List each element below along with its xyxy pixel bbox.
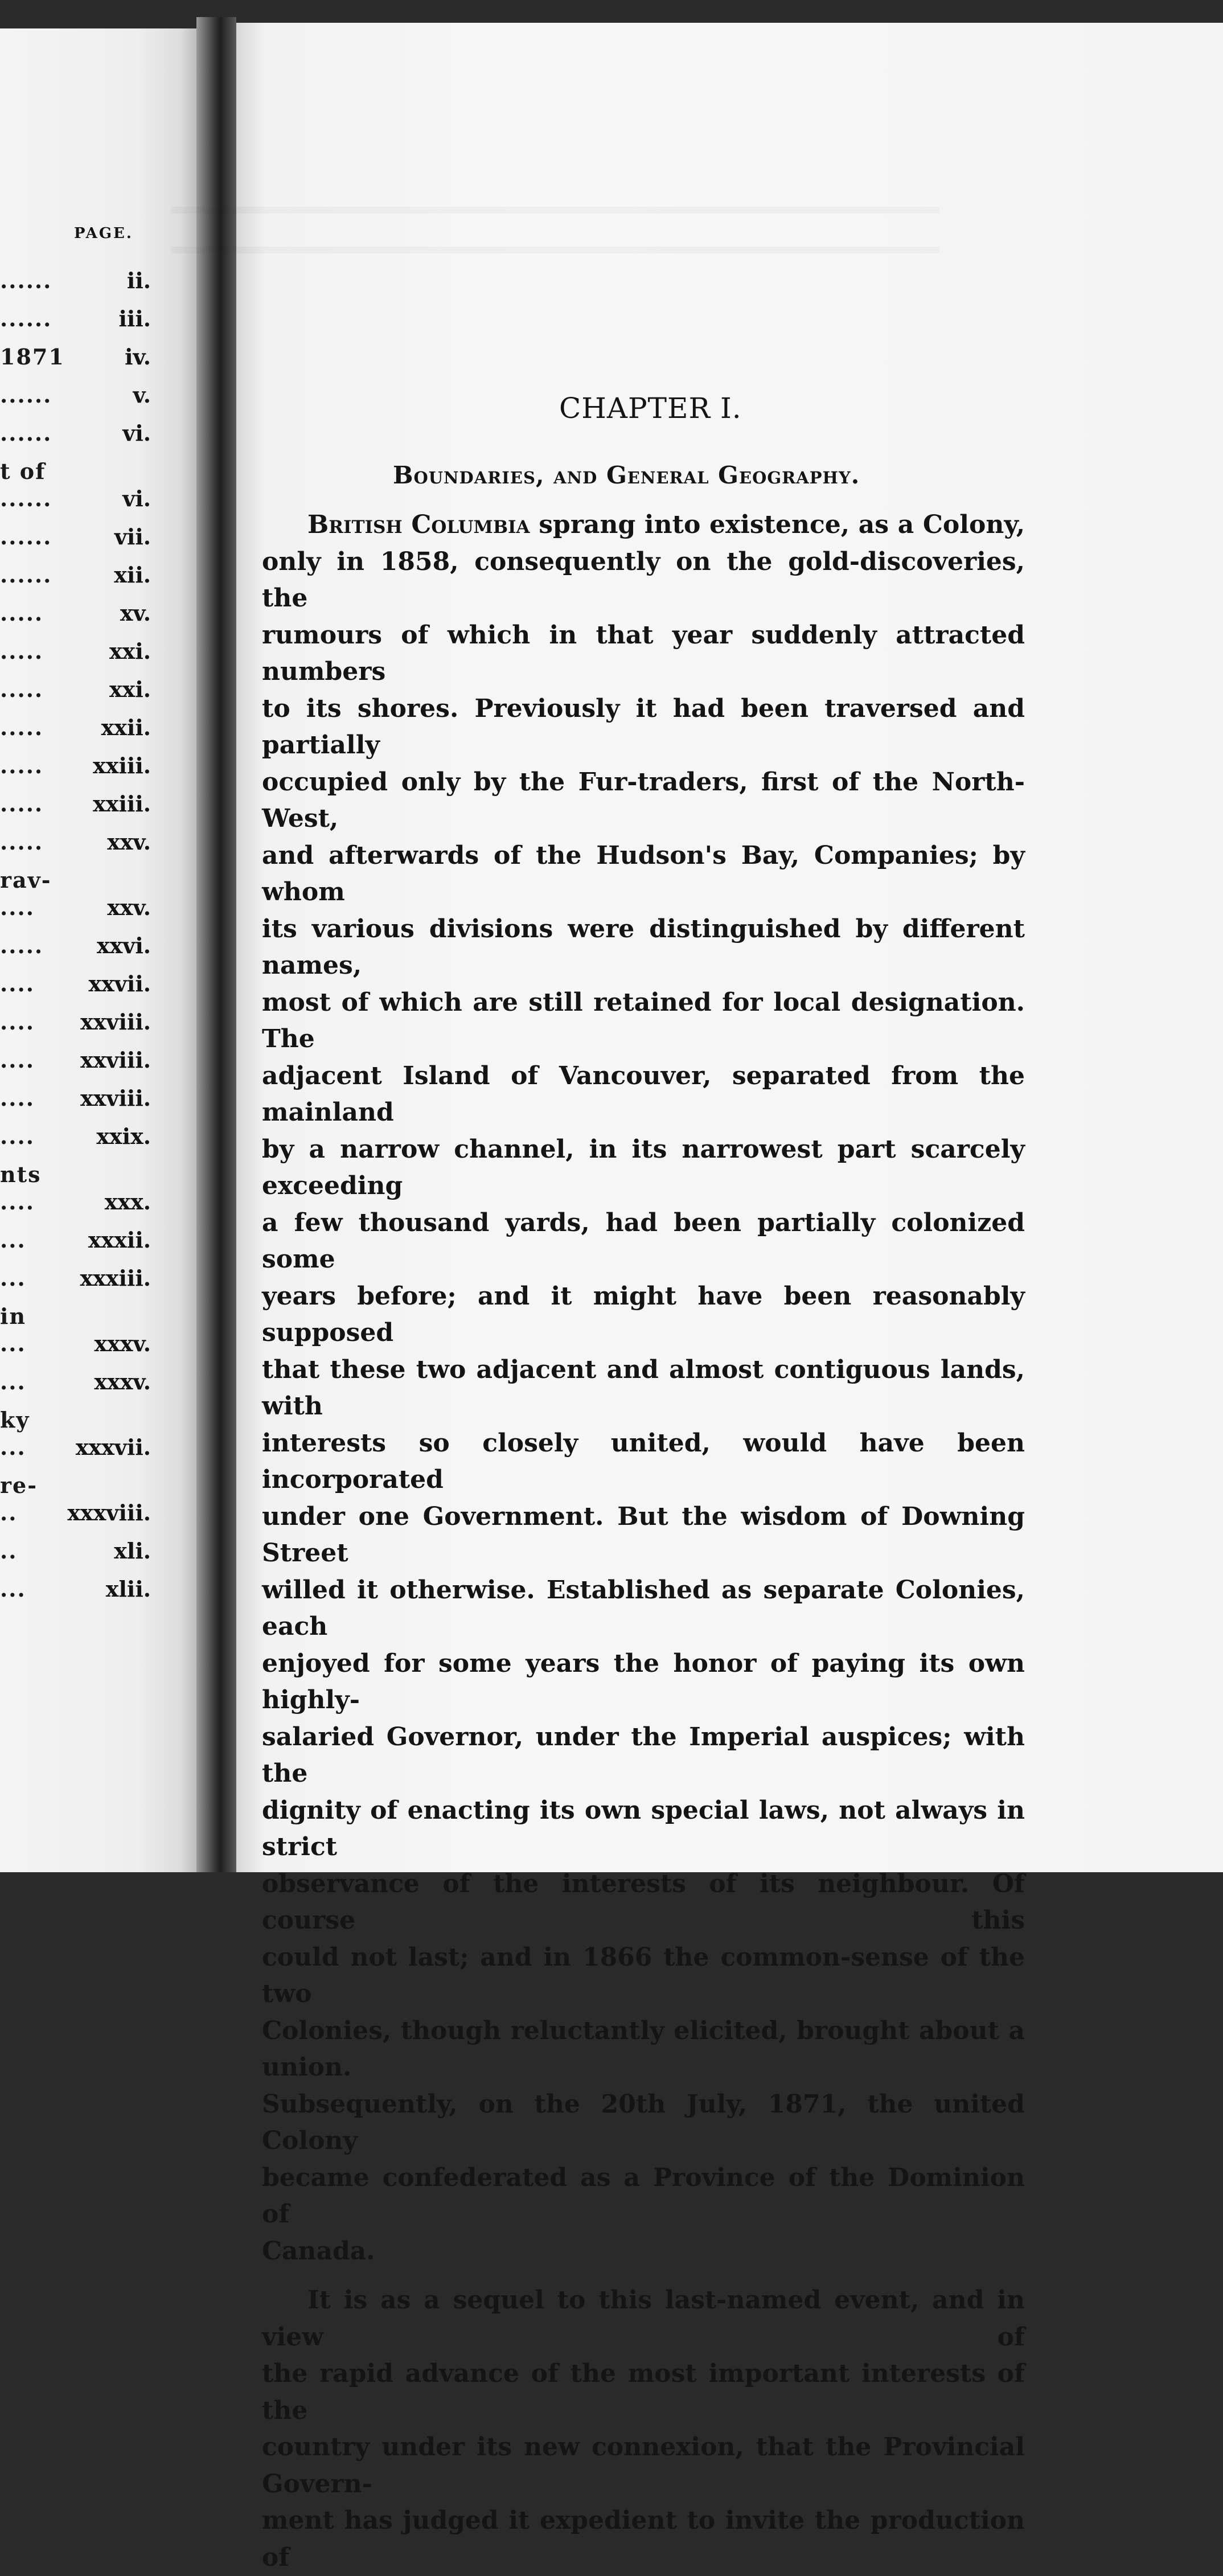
text-line: interests so closely united, would have been incorporated xyxy=(262,1428,1025,1494)
text-line: most of which are still retained for local designation. The xyxy=(262,987,1025,1053)
text-line: could not last; and in 1866 the common-sense of the two xyxy=(262,1942,1025,2008)
toc-row-lead: ..... xyxy=(0,829,44,855)
toc-row-page-number: xxviii. xyxy=(80,1009,151,1035)
toc-row-page-number: xxxv. xyxy=(94,1369,151,1394)
toc-row-page-number: xxii. xyxy=(101,715,151,740)
toc-row-lead: ..... xyxy=(0,753,44,778)
toc-row-page-number: xxvi. xyxy=(96,933,151,958)
toc-row-page-number: vi. xyxy=(122,420,151,446)
body-text xyxy=(262,507,1025,2576)
toc-row xyxy=(0,1303,196,1331)
toc-row-lead: t of xyxy=(0,458,46,484)
toc-row-page-number: xxv. xyxy=(107,829,151,855)
text-line: rumours of which in that year suddenly attracted numbers xyxy=(262,620,1025,686)
toc-row xyxy=(0,344,196,382)
book-gutter xyxy=(196,17,236,1872)
toc-row xyxy=(0,268,196,306)
toc-row-page-number: xxiii. xyxy=(93,753,151,778)
toc-row-lead: .. xyxy=(0,1538,18,1564)
text-line: willed it otherwise. Established as separate Colonies, each xyxy=(262,1575,1025,1641)
toc-row-page-number: xii. xyxy=(114,562,151,588)
text-line: by a narrow channel, in its narrowest part scarcely exceeding xyxy=(262,1134,1025,1200)
toc-row xyxy=(0,867,196,895)
toc-row xyxy=(0,895,196,933)
toc-row xyxy=(0,562,196,600)
toc-row-lead: ... xyxy=(0,1576,26,1602)
toc-row xyxy=(0,933,196,971)
toc-row xyxy=(0,1265,196,1303)
text-line: only in 1858, consequently on the gold-discoveries, the xyxy=(262,547,1025,613)
toc-row xyxy=(0,1009,196,1047)
toc-row xyxy=(0,1434,196,1472)
toc-row-page-number: xlii. xyxy=(105,1576,151,1602)
toc-row xyxy=(0,1407,196,1434)
toc-row xyxy=(0,600,196,638)
toc-row-lead: .... xyxy=(0,1085,35,1111)
toc-row-lead: ... xyxy=(0,1369,26,1394)
toc-row xyxy=(0,715,196,753)
toc-row-page-number: ii. xyxy=(126,268,151,293)
toc-row-lead: ..... xyxy=(0,933,44,958)
text-line: enjoyed for some years the honor of paying its own highly- xyxy=(262,1648,1025,1714)
toc-row xyxy=(0,1123,196,1162)
toc-row-lead: ... xyxy=(0,1265,26,1291)
toc-row-page-number: vii. xyxy=(114,524,151,549)
toc-row xyxy=(0,1085,196,1123)
toc-row-lead: ..... xyxy=(0,676,44,702)
text-line: to its shores. Previously it had been traversed and partially xyxy=(262,694,1025,760)
toc-page-heading: PAGE. xyxy=(74,225,133,242)
text-line: salaried Governor, under the Imperial auspices; with the xyxy=(262,1722,1025,1788)
text-line-content: sprang into existence, as a Colony, xyxy=(530,510,1025,539)
paragraph-2 xyxy=(262,2282,1025,2576)
text-line xyxy=(262,507,1025,544)
section-title: Boundaries, and General Geography. xyxy=(393,461,860,489)
toc-row-lead: ..... xyxy=(0,791,44,817)
toc-row xyxy=(0,1369,196,1407)
toc-row-lead: 1871 xyxy=(0,344,65,370)
toc-row-lead: ... xyxy=(0,1434,26,1460)
toc-row-page-number: xxxviii. xyxy=(67,1500,151,1525)
text-line: under one Government. But the wisdom of Downing Street xyxy=(262,1502,1025,1568)
left-page-contents xyxy=(0,28,196,1872)
toc-row xyxy=(0,829,196,867)
text-line: Canada. xyxy=(262,2236,375,2266)
toc-row-lead: .... xyxy=(0,1123,35,1149)
toc-row-page-number: xxiii. xyxy=(93,791,151,817)
toc-row-page-number: xxviii. xyxy=(80,1047,151,1073)
toc-row-lead: ..... xyxy=(0,638,44,664)
toc-row-lead: ... xyxy=(0,1331,26,1356)
paragraph-1 xyxy=(262,507,1025,2270)
toc-row xyxy=(0,1331,196,1369)
text-line: the rapid advance of the most important interests of the xyxy=(262,2359,1025,2425)
toc-row-lead: .... xyxy=(0,971,35,996)
chapter-title: CHAPTER I. xyxy=(559,392,742,425)
toc-row-page-number: xxviii. xyxy=(80,1085,151,1111)
toc-row xyxy=(0,1047,196,1085)
toc-row xyxy=(0,524,196,562)
text-line: Subsequently, on the 20th July, 1871, the united Colony xyxy=(262,2089,1025,2155)
toc-row-lead: ... xyxy=(0,1227,26,1253)
toc-row xyxy=(0,971,196,1009)
text-line: dignity of enacting its own special laws, not always in strict xyxy=(262,1795,1025,1861)
toc-row-page-number: iii. xyxy=(118,306,151,331)
toc-row-lead: ...... xyxy=(0,268,52,293)
text-line: Colonies, though reluctantly elicited, brought about a union. xyxy=(262,2016,1025,2082)
toc-row-page-number: xxxvii. xyxy=(75,1434,151,1460)
toc-row-page-number: xxxiii. xyxy=(80,1265,151,1291)
text-line: ment has judged it expedient to invite the production of xyxy=(262,2506,1025,2572)
toc-row-lead: ..... xyxy=(0,600,44,626)
toc-row-page-number: xli. xyxy=(114,1538,151,1564)
toc-row xyxy=(0,486,196,524)
toc-row xyxy=(0,458,196,486)
toc-row-page-number: xxv. xyxy=(107,895,151,920)
opening-words: British Columbia xyxy=(307,510,530,539)
text-line: adjacent Island of Vancouver, separated from the mainland xyxy=(262,1061,1025,1127)
toc-row-lead: .. xyxy=(0,1500,18,1525)
toc-row-lead: in xyxy=(0,1303,27,1329)
toc-row-page-number: xxx. xyxy=(104,1189,151,1215)
text-line: that these two adjacent and almost contiguous lands, with xyxy=(262,1355,1025,1421)
toc-row-lead: .... xyxy=(0,1009,35,1035)
toc-row-page-number: xxi. xyxy=(109,676,151,702)
text-line: years before; and it might have been reasonably supposed xyxy=(262,1281,1025,1347)
toc-row xyxy=(0,638,196,676)
toc-row-page-number: v. xyxy=(133,382,151,408)
toc-row-page-number: iv. xyxy=(125,344,151,370)
toc-row-page-number: xv. xyxy=(120,600,151,626)
toc-row-lead: ...... xyxy=(0,306,52,331)
text-line: became confederated as a Province of the Dominion of xyxy=(262,2163,1025,2229)
toc-row xyxy=(0,306,196,344)
text-line: its various divisions were distinguished by different names, xyxy=(262,914,1025,980)
text-line: and afterwards of the Hudson's Bay, Companies; by whom xyxy=(262,840,1025,906)
text-line: a few thousand yards, had been partially colonized some xyxy=(262,1208,1025,1274)
toc-row xyxy=(0,791,196,829)
text-line-content: It is as a sequel to this last-named event, and in view of xyxy=(262,2286,1025,2352)
toc-row-lead: .... xyxy=(0,1189,35,1215)
toc-row-lead: ...... xyxy=(0,420,52,446)
toc-row-lead: .... xyxy=(0,895,35,920)
toc-row-lead: ...... xyxy=(0,486,52,511)
text-line: observance of the interests of its neighbour. Of course this xyxy=(262,1869,1025,1935)
toc-row xyxy=(0,1227,196,1265)
toc-row-lead: .... xyxy=(0,1047,35,1073)
toc-row-lead: rav- xyxy=(0,867,52,893)
toc-row xyxy=(0,753,196,791)
toc-row-page-number: xxvii. xyxy=(88,971,151,996)
toc-row-lead: ...... xyxy=(0,382,52,408)
bleed-through-text xyxy=(171,174,939,253)
toc-row-page-number: xxi. xyxy=(109,638,151,664)
toc-row xyxy=(0,382,196,420)
text-line xyxy=(262,2282,1025,2356)
toc-row-lead: ky xyxy=(0,1407,30,1433)
toc-row xyxy=(0,676,196,715)
toc-row xyxy=(0,1500,196,1538)
toc-row-lead: re- xyxy=(0,1472,38,1498)
toc-row xyxy=(0,1472,196,1500)
toc-row xyxy=(0,1576,196,1614)
toc-row-lead: nts xyxy=(0,1162,42,1187)
toc-row-lead: ..... xyxy=(0,715,44,740)
text-line: occupied only by the Fur-traders, first of the North-West, xyxy=(262,767,1025,833)
toc-row xyxy=(0,1189,196,1227)
toc-row xyxy=(0,1162,196,1189)
toc-row-lead: ...... xyxy=(0,524,52,549)
toc-row-page-number: xxxii. xyxy=(88,1227,151,1253)
toc-row xyxy=(0,1538,196,1576)
toc-row xyxy=(0,420,196,458)
toc-row-lead: ...... xyxy=(0,562,52,588)
toc-row-page-number: xxxv. xyxy=(94,1331,151,1356)
toc-list xyxy=(0,268,196,1614)
toc-row-page-number: vi. xyxy=(122,486,151,511)
toc-row-page-number: xxix. xyxy=(96,1123,151,1149)
text-line: country under its new connexion, that the Provincial Govern- xyxy=(262,2433,1025,2499)
